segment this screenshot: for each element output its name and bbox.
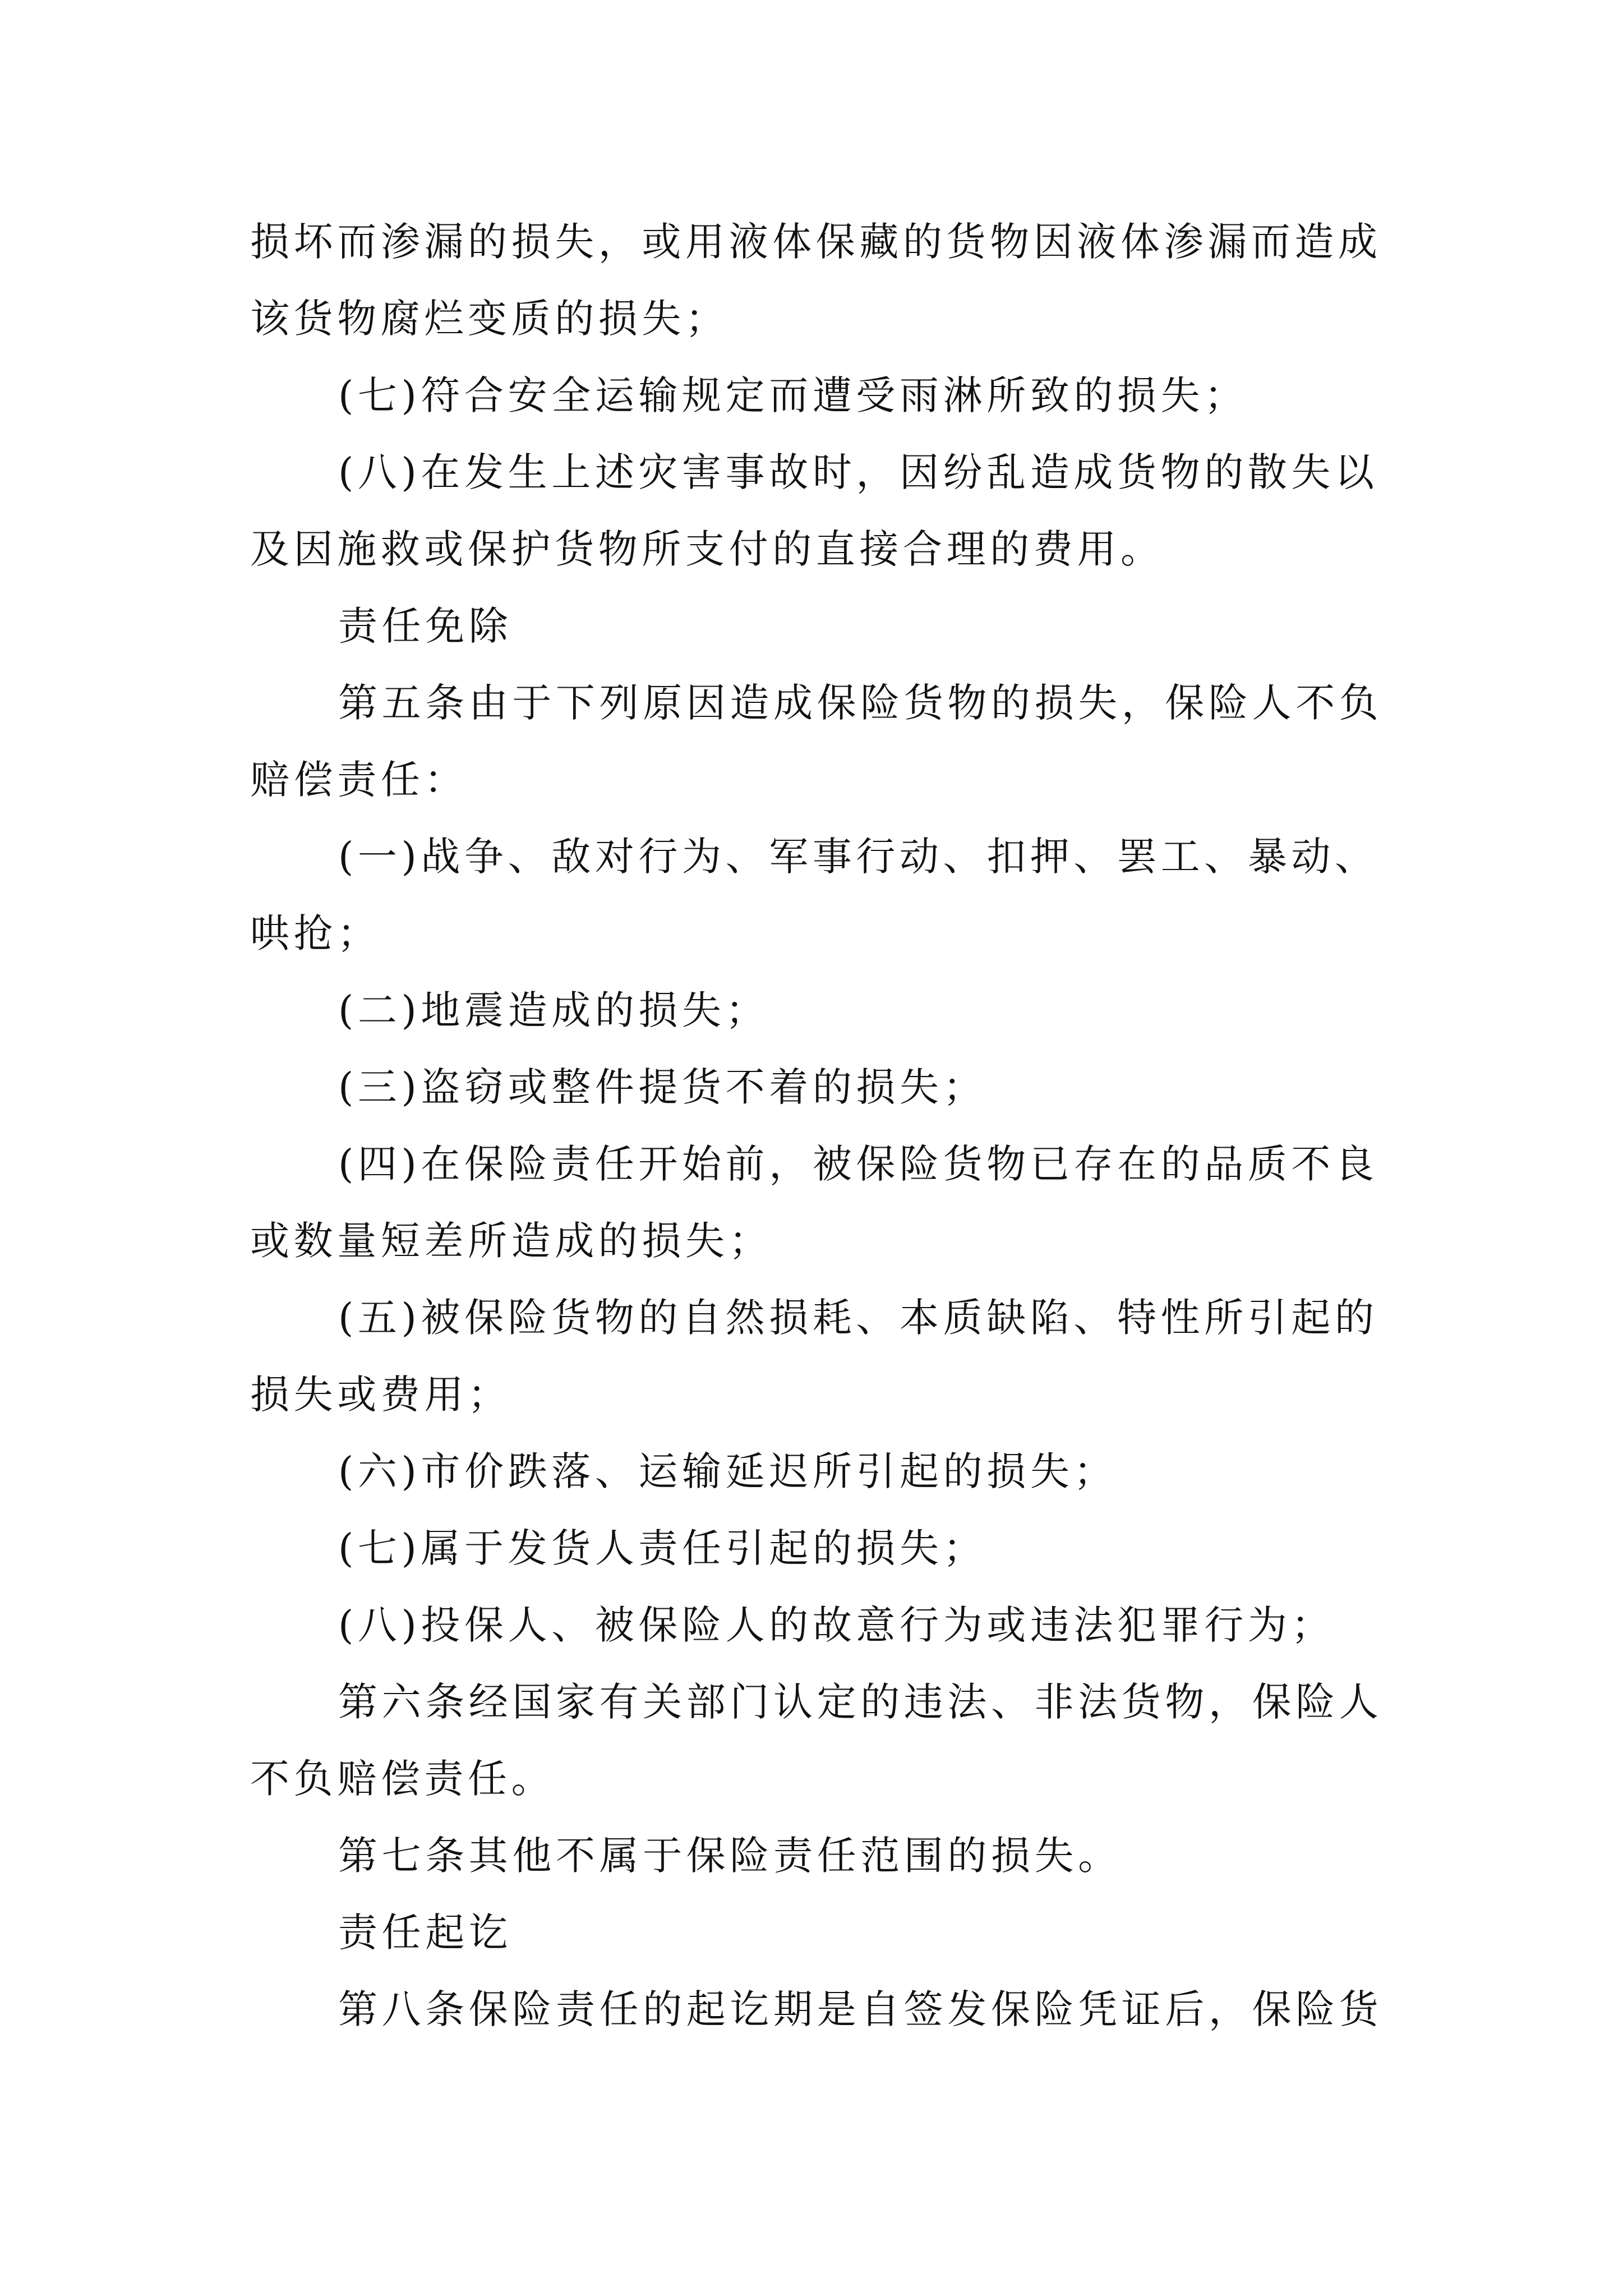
list-item-line: (五)被保险货物的自然损耗、本质缺陷、特性所引起的 (338, 1295, 1378, 1341)
text-line: 损坏而渗漏的损失，或用液体保藏的货物因液体渗漏而造成 (250, 219, 1382, 265)
list-item-line: (一)战争、敌对行为、军事行动、扣押、罢工、暴动、 (338, 834, 1378, 880)
list-item-line: (七)符合安全运输规定而遭受雨淋所致的损失； (338, 372, 1248, 418)
list-item-line: (八)在发生上述灾害事故时，因纷乱造成货物的散失以 (338, 449, 1378, 495)
document-body (250, 204, 1428, 2048)
list-item-line: (七)属于发货人责任引起的损失； (338, 1525, 987, 1571)
article-line: 第七条其他不属于保险责任范围的损失。 (338, 1833, 1122, 1879)
text-line: 该货物腐烂变质的损失； (250, 296, 729, 342)
section-heading: 责任免除 (338, 603, 513, 649)
section-heading: 责任起讫 (338, 1910, 513, 1955)
article-line: 第五条由于下列原因造成保险货物的损失，保险人不负 (338, 680, 1383, 726)
text-line: 或数量短差所造成的损失； (250, 1218, 773, 1264)
text-line: 赔偿责任： (250, 757, 468, 803)
text-line: 哄抢； (250, 910, 381, 956)
article-line: 第八条保险责任的起讫期是自签发保险凭证后，保险货 (338, 1986, 1383, 2032)
list-item-line: (四)在保险责任开始前，被保险货物已存在的品质不良 (338, 1141, 1378, 1187)
list-item-line: (三)盗窃或整件提货不着的损失； (338, 1064, 987, 1110)
text-line: 损失或费用； (250, 1372, 511, 1418)
list-item-line: (二)地震造成的损失； (338, 987, 769, 1033)
text-line: 及因施救或保护货物所支付的直接合理的费用。 (250, 526, 1164, 572)
text-line: 不负赔偿责任。 (250, 1756, 555, 1802)
article-line: 第六条经国家有关部门认定的违法、非法货物，保险人 (338, 1679, 1383, 1725)
list-item-line: (八)投保人、被保险人的故意行为或违法犯罪行为； (338, 1602, 1335, 1648)
list-item-line: (六)市价跌落、运输延迟所引起的损失； (338, 1448, 1118, 1494)
